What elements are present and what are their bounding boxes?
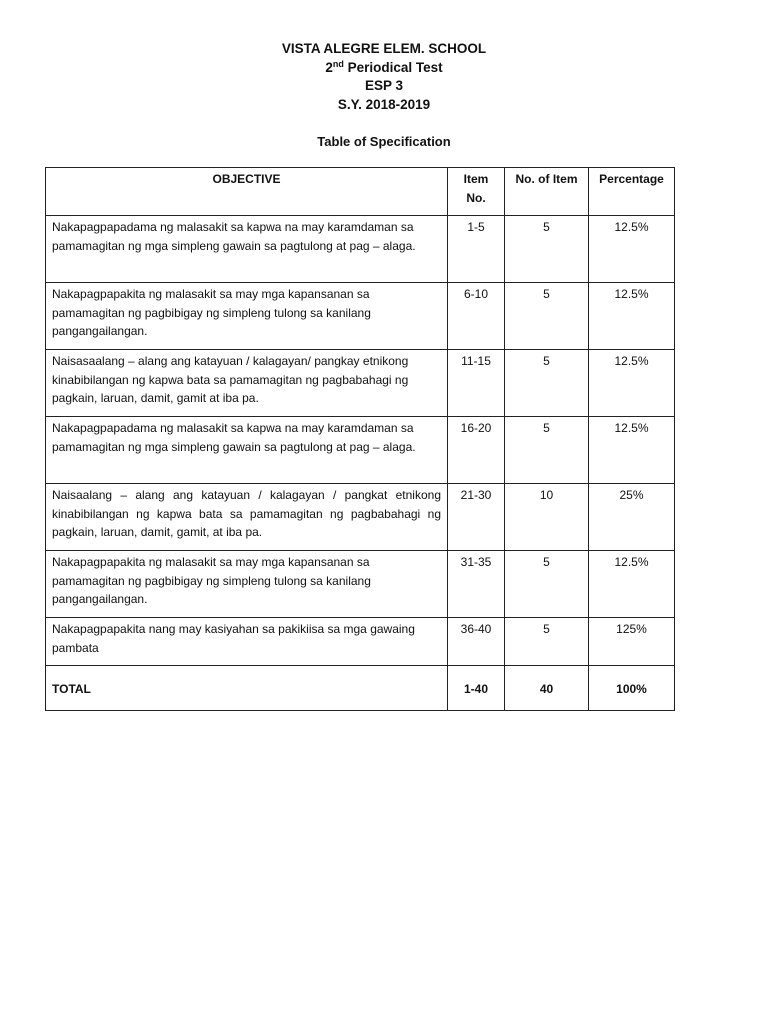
item-no-header	[448, 168, 505, 216]
item-no-cell: 11-15	[448, 350, 505, 417]
test-ordinal-suffix: nd	[332, 58, 344, 69]
item-no-cell: 6-10	[448, 283, 505, 350]
objective-cell: Nakapagpapakita ng malasakit sa may mga kapansanan sa pamamagitan ng pagbibigay ng simpleng tulong sa kanilang pangangailangan.	[46, 283, 448, 350]
test-ordinal: 2	[325, 59, 333, 75]
item-no-cell: 16-20	[448, 417, 505, 484]
objective-cell: Nakapagpapakita nang may kasiyahan sa pakikiisa sa mga gawaing pambata	[46, 618, 448, 666]
objective-cell: Naisasaalang – alang ang katayuan / kalagayan/ pangkay etnikong kinabibilangan ng kapwa bata sa pamamagitan ng pagbabahagi ng pagkain, laruan, damit, gamit at iba pa.	[46, 350, 448, 417]
table-row	[46, 216, 675, 283]
total-item-no: 1-40	[448, 666, 505, 711]
total-no-of-item: 40	[505, 666, 589, 711]
item-no-cell: 1-5	[448, 216, 505, 283]
percentage-cell: 25%	[589, 484, 675, 551]
no-of-item-cell: 5	[505, 551, 589, 618]
table-row	[46, 618, 675, 666]
item-no-header-line2: No.	[466, 190, 486, 205]
test-name: Periodical Test	[347, 59, 443, 75]
objective-cell: Nakapagpapakita ng malasakit sa may mga kapansanan sa pamamagitan ng pagbibigay ng simpleng tulong sa kanilang pangangailangan.	[46, 551, 448, 618]
percentage-cell: 12.5%	[589, 350, 675, 417]
item-no-cell: 36-40	[448, 618, 505, 666]
total-row	[46, 666, 675, 711]
subject: ESP 3	[364, 78, 404, 93]
no-of-item-cell: 5	[505, 417, 589, 484]
no-of-item-cell: 5	[505, 618, 589, 666]
table-row	[46, 283, 675, 350]
percentage-header: Percentage	[589, 168, 675, 216]
item-no-header-line1: Item	[463, 172, 489, 186]
percentage-cell: 12.5%	[589, 216, 675, 283]
objective-cell: Naisaalang – alang ang katayuan / kalagayan / pangkat etnikong kinabibilangan ng kapwa bata sa pamamagitan ng pagbabahagi ng pagkain, laruan, damit, gamit, at iba pa.	[46, 484, 448, 551]
table-row	[46, 484, 675, 551]
document-header	[0, 40, 768, 114]
table-header-row	[46, 168, 675, 216]
item-no-cell: 21-30	[448, 484, 505, 551]
percentage-cell: 12.5%	[589, 417, 675, 484]
objective-cell: Nakapagpapadama ng malasakit sa kapwa na may karamdaman sa pamamagitan ng mga simpleng gawain sa pagtulong at pag – alaga.	[46, 417, 448, 484]
school-name: VISTA ALEGRE ELEM. SCHOOL	[281, 41, 487, 56]
objective-cell: Nakapagpapadama ng malasakit sa kapwa na may karamdaman sa pamamagitan ng mga simpleng gawain sa pagtulong at pag – alaga.	[46, 216, 448, 283]
table-row	[46, 350, 675, 417]
table-title: Table of Specification	[317, 134, 451, 149]
table-row	[46, 551, 675, 618]
percentage-cell: 125%	[589, 618, 675, 666]
no-of-item-cell: 5	[505, 216, 589, 283]
total-percentage: 100%	[589, 666, 675, 711]
no-of-item-cell: 10	[505, 484, 589, 551]
table-row	[46, 417, 675, 484]
no-of-item-cell: 5	[505, 283, 589, 350]
no-of-item-header: No. of Item	[505, 168, 589, 216]
specification-table	[45, 167, 675, 711]
school-year: S.Y. 2018-2019	[337, 96, 431, 112]
test-title	[0, 59, 768, 78]
no-of-item-cell: 5	[505, 350, 589, 417]
total-label: TOTAL	[46, 666, 448, 711]
item-no-cell: 31-35	[448, 551, 505, 618]
percentage-cell: 12.5%	[589, 283, 675, 350]
percentage-cell: 12.5%	[589, 551, 675, 618]
objective-header: OBJECTIVE	[46, 168, 448, 216]
